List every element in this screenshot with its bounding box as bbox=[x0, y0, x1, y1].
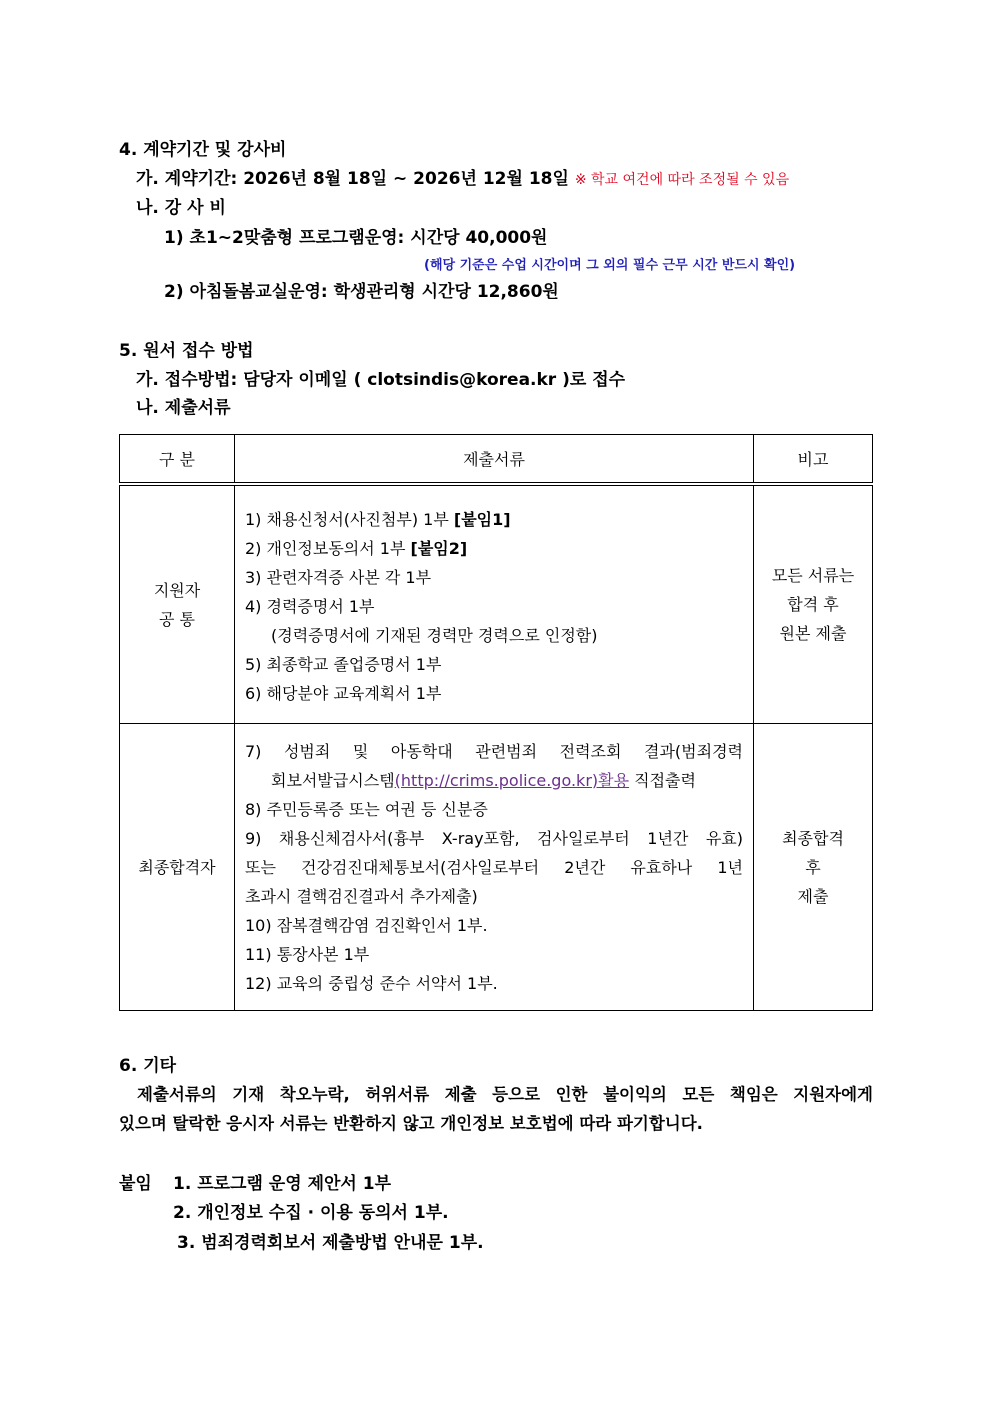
section5-heading: 5. 원서 접수 방법 bbox=[119, 341, 254, 361]
doc-item-cont: 회보서발급시스템(http://crims.police.go.kr)활용 직접출력 bbox=[271, 770, 696, 790]
contract-period: 가. 계약기간: 2026년 8월 18일 ~ 2026년 12월 18일 bbox=[136, 169, 569, 189]
doc-item: 8) 주민등록증 또는 여권 등 신분증 bbox=[245, 799, 488, 819]
note-final bbox=[754, 724, 873, 1011]
category-common bbox=[120, 484, 235, 724]
doc-item: 9) 채용신체검사서(흉부 X-ray포함, 검사일로부터 1년간 유효) bbox=[245, 828, 743, 848]
doc-item: 1) 채용신청서(사진첨부) 1부 [붙임1] bbox=[245, 510, 511, 529]
section4-heading: 4. 계약기간 및 강사비 bbox=[119, 140, 287, 160]
other-text-line1: 제출서류의 기재 착오누락, 허위서류 제출 등으로 인한 불이익의 모든 책임은 지원자에게 bbox=[137, 1085, 873, 1104]
doc-item: 4) 경력증명서 1부 bbox=[245, 597, 375, 616]
fee-item-2: 2) 아침돌봄교실운영: 학생관리형 시간당 12,860원 bbox=[164, 282, 559, 302]
note-final-line1: 최종합격 bbox=[782, 828, 844, 848]
doc-item: 11) 통장사본 1부 bbox=[245, 944, 370, 964]
attachment-item-1: 1. 프로그램 운영 제안서 1부 bbox=[173, 1174, 392, 1194]
doc-item: 10) 잠복결핵감염 검진확인서 1부. bbox=[245, 915, 488, 935]
doc-item: 6) 해당분야 교육계획서 1부 bbox=[245, 684, 442, 703]
category-common-line1: 지원자 bbox=[153, 580, 201, 600]
note-common-line2: 합격 후 bbox=[787, 595, 839, 614]
documents-final bbox=[235, 724, 754, 1011]
fee-item-1: 1) 초1~2맞춤형 프로그램운영: 시간당 40,000원 bbox=[164, 228, 548, 248]
crims-link[interactable]: (http://crims.police.go.kr)활용 bbox=[394, 770, 630, 790]
doc-item: 7) 성범죄 및 아동학대 관련범죄 전력조회 결과(범죄경력 bbox=[245, 741, 743, 761]
doc-item: 3) 관련자격증 사본 각 1부 bbox=[245, 568, 432, 587]
submission-method: 가. 접수방법: 담당자 이메일 ( clotsindis@korea.kr )로 접수 bbox=[136, 370, 626, 390]
note-final-line3: 제출 bbox=[797, 886, 829, 906]
fee-heading: 나. 강 사 비 bbox=[136, 198, 226, 218]
header-documents: 제출서류 bbox=[235, 435, 754, 485]
doc-item-cont: 또는 건강검진대체통보서(검사일로부터 2년간 유효하나 1년 bbox=[245, 857, 743, 877]
note-common-line1: 모든 서류는 bbox=[771, 566, 855, 585]
contract-period-note: ※ 학교 여건에 따라 조정될 수 있음 bbox=[574, 172, 790, 188]
table-header-row bbox=[120, 435, 873, 485]
note-final-line2: 후 bbox=[805, 857, 821, 877]
documents-heading: 나. 제출서류 bbox=[136, 398, 231, 418]
attachment-item-3: 3. 범죄경력회보서 제출방법 안내문 1부. bbox=[177, 1233, 484, 1253]
attachment-label: 붙임 bbox=[119, 1174, 152, 1194]
section6-heading: 6. 기타 bbox=[119, 1056, 177, 1076]
category-common-line2: 공 통 bbox=[159, 609, 195, 629]
note-common-line3: 원본 제출 bbox=[779, 624, 847, 643]
category-final: 최종합격자 bbox=[120, 724, 235, 1011]
header-category: 구 분 bbox=[120, 435, 235, 485]
fee-item-1-note: (해당 기준은 수업 시간이며 그 외의 필수 근무 시간 반드시 확인) bbox=[424, 258, 796, 273]
documents-table bbox=[119, 434, 873, 1011]
doc-item-cont: 초과시 결핵검진결과서 추가제출) bbox=[245, 886, 478, 906]
table-row bbox=[120, 484, 873, 724]
documents-common bbox=[235, 484, 754, 724]
note-common bbox=[754, 484, 873, 724]
doc-item-note: (경력증명서에 기재된 경력만 경력으로 인정함) bbox=[271, 626, 598, 645]
doc-item: 5) 최종학교 졸업증명서 1부 bbox=[245, 655, 442, 674]
header-note: 비고 bbox=[754, 435, 873, 485]
contract-period-line bbox=[136, 169, 789, 189]
table-row bbox=[120, 724, 873, 1011]
attachment-item-2: 2. 개인정보 수집 · 이용 동의서 1부. bbox=[173, 1203, 449, 1223]
other-text-line2: 있으며 탈락한 응시자 서류는 반환하지 않고 개인정보 보호법에 따라 파기합니다. bbox=[119, 1114, 703, 1133]
doc-item: 2) 개인정보동의서 1부 [붙임2] bbox=[245, 539, 468, 558]
doc-item: 12) 교육의 중립성 준수 서약서 1부. bbox=[245, 973, 498, 993]
